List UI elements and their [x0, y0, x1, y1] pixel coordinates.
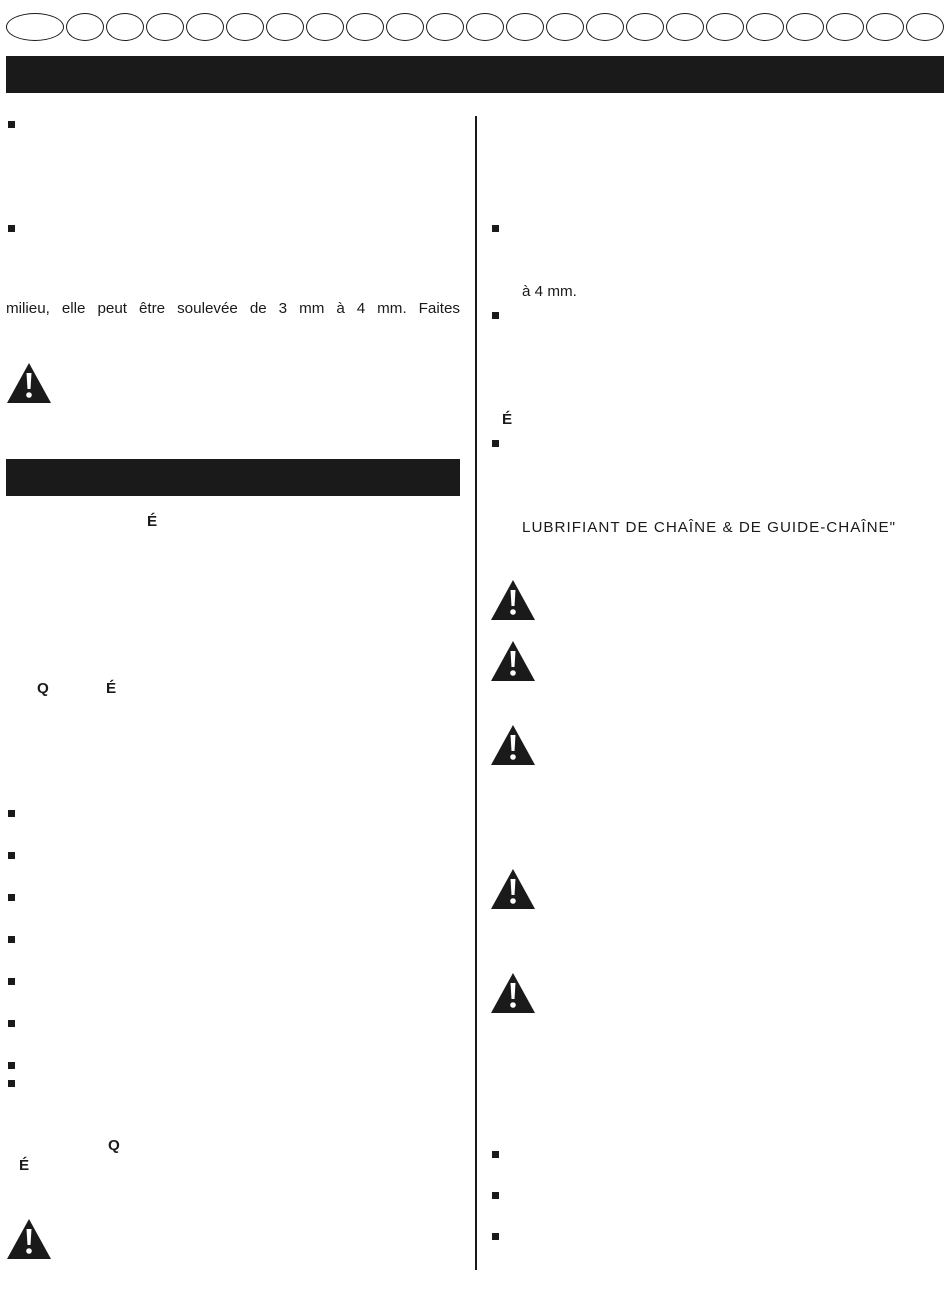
- list-bullet: [8, 1020, 15, 1027]
- list-bullet: [8, 121, 15, 128]
- warning-triangle-icon: [490, 868, 536, 910]
- list-bullet: [8, 225, 15, 232]
- warning-triangle-icon: [490, 640, 536, 682]
- language-tab: [586, 13, 624, 41]
- list-bullet: [8, 852, 15, 859]
- lubricant-label: LUBRIFIANT DE CHAÎNE & DE GUIDE-CHAÎNE": [522, 519, 897, 536]
- measurement-fragment: à 4 mm.: [522, 283, 577, 300]
- tension-paragraph-line: [6, 300, 460, 318]
- list-bullet: [8, 936, 15, 943]
- list-bullet: [8, 810, 15, 817]
- list-bullet: [492, 1192, 499, 1199]
- list-bullet: [492, 1151, 499, 1158]
- heading-fragment: É: [147, 513, 158, 530]
- warning-triangle-icon: [490, 724, 536, 766]
- warning-triangle-icon: [6, 1218, 52, 1260]
- heading-fragment: Q: [37, 680, 49, 697]
- language-tab: [146, 13, 184, 41]
- list-bullet: [492, 225, 499, 232]
- language-tab: [826, 13, 864, 41]
- language-tab: [786, 13, 824, 41]
- language-tab-active: [6, 13, 64, 41]
- language-tab: [466, 13, 504, 41]
- heading-fragment: É: [502, 411, 513, 428]
- language-tab: [106, 13, 144, 41]
- header-bar: [6, 56, 944, 93]
- list-bullet: [8, 978, 15, 985]
- language-tab: [506, 13, 544, 41]
- warning-triangle-icon: [490, 972, 536, 1014]
- language-tab: [706, 13, 744, 41]
- language-tab: [666, 13, 704, 41]
- tension-paragraph-text: milieu, elle peut être soulevée de 3 mm à 4 mm. Faites: [6, 300, 460, 317]
- warning-triangle-icon: [490, 579, 536, 621]
- list-bullet: [492, 312, 499, 319]
- section-header-bar: [6, 459, 460, 496]
- heading-fragment: Q: [108, 1137, 120, 1154]
- language-tab: [226, 13, 264, 41]
- language-tab: [546, 13, 584, 41]
- language-tab: [746, 13, 784, 41]
- column-divider: [475, 116, 477, 1270]
- list-bullet: [492, 440, 499, 447]
- language-tab: [306, 13, 344, 41]
- language-tab: [186, 13, 224, 41]
- list-bullet: [8, 1080, 15, 1087]
- language-tab: [346, 13, 384, 41]
- language-tab: [386, 13, 424, 41]
- list-bullet: [8, 894, 15, 901]
- list-bullet: [8, 1062, 15, 1069]
- warning-triangle-icon: [6, 362, 52, 404]
- language-tab: [906, 13, 944, 41]
- language-tab: [426, 13, 464, 41]
- list-bullet: [492, 1233, 499, 1240]
- heading-fragment: É: [106, 680, 117, 697]
- heading-fragment: É: [19, 1157, 30, 1174]
- language-tab: [66, 13, 104, 41]
- language-tab: [266, 13, 304, 41]
- language-tab: [626, 13, 664, 41]
- language-tab: [866, 13, 904, 41]
